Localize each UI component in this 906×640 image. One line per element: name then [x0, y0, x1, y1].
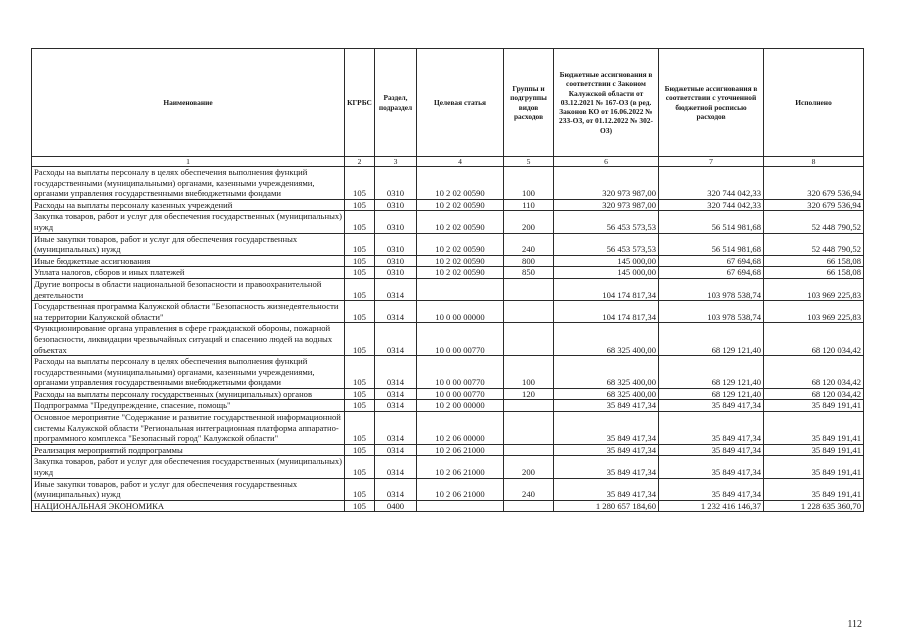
cell-name: Другие вопросы в области национальной безопасности и правоохранительной деятельности	[32, 278, 345, 300]
cell-name: Иные бюджетные ассигнования	[32, 255, 345, 267]
cell-law-allocation: 35 849 417,34	[554, 478, 659, 500]
cell-name: Уплата налогов, сборов и иных платежей	[32, 267, 345, 279]
cell-law-allocation: 68 325 400,00	[554, 356, 659, 389]
cell-refined-allocation: 67 694,68	[659, 255, 764, 267]
column-number: 2	[345, 157, 375, 167]
cell-executed: 68 120 034,42	[764, 356, 864, 389]
table-row	[32, 500, 864, 512]
table-body	[32, 167, 864, 512]
cell-target: 10 0 00 00770	[417, 388, 504, 400]
header-law-allocations: Бюджетные ассигнования в соответствии с Законом Калужской области от 03.12.2021 № 167-ОЗ (в ред. Законов КО от 16.06.2022 № 233-ОЗ, от 01.12.2022 № 302-ОЗ)	[554, 49, 659, 157]
cell-target: 10 2 02 00590	[417, 267, 504, 279]
cell-kgrbs: 105	[345, 388, 375, 400]
budget-table	[31, 48, 864, 512]
cell-law-allocation: 35 849 417,34	[554, 412, 659, 445]
cell-name: Функционирование органа управления в сфере гражданской обороны, пожарной безопасности, ликвидации чрезвычайных ситуаций и спасению людей на водных объектах	[32, 323, 345, 356]
cell-executed: 66 158,08	[764, 267, 864, 279]
cell-kgrbs: 105	[345, 478, 375, 500]
cell-executed: 320 679 536,94	[764, 167, 864, 200]
cell-section: 0310	[375, 267, 417, 279]
cell-executed: 35 849 191,41	[764, 444, 864, 456]
cell-kgrbs: 105	[345, 199, 375, 211]
column-number-row	[32, 157, 864, 167]
column-number: 7	[659, 157, 764, 167]
cell-law-allocation: 68 325 400,00	[554, 388, 659, 400]
column-number: 5	[504, 157, 554, 167]
cell-refined-allocation: 103 978 538,74	[659, 301, 764, 323]
column-number: 6	[554, 157, 659, 167]
cell-executed: 103 969 225,83	[764, 301, 864, 323]
cell-law-allocation: 145 000,00	[554, 255, 659, 267]
cell-expense-group: 110	[504, 199, 554, 211]
cell-name: Основное мероприятие "Содержание и развитие государственной информационной системы Калужской области "Региональная интеграционная платформа аппаратно-программного комплекса "Безопасный город" Калужской области"	[32, 412, 345, 445]
cell-name: Расходы на выплаты персоналу в целях обеспечения выполнения функций государственными (муниципальными) органами, казенными учреждениями, органами управления государственными внебюджетными фондами	[32, 356, 345, 389]
cell-target: 10 2 06 21000	[417, 456, 504, 478]
cell-law-allocation: 104 174 817,34	[554, 301, 659, 323]
cell-target: 10 0 00 00770	[417, 323, 504, 356]
table-row	[32, 211, 864, 233]
cell-expense-group	[504, 444, 554, 456]
cell-kgrbs: 105	[345, 278, 375, 300]
cell-section: 0314	[375, 278, 417, 300]
table-row	[32, 456, 864, 478]
cell-section: 0314	[375, 323, 417, 356]
cell-target	[417, 278, 504, 300]
cell-expense-group	[504, 500, 554, 512]
table-row	[32, 478, 864, 500]
cell-executed: 68 120 034,42	[764, 323, 864, 356]
cell-section: 0314	[375, 301, 417, 323]
cell-law-allocation: 35 849 417,34	[554, 456, 659, 478]
cell-law-allocation: 68 325 400,00	[554, 323, 659, 356]
cell-executed: 320 679 536,94	[764, 199, 864, 211]
cell-executed: 35 849 191,41	[764, 412, 864, 445]
cell-refined-allocation: 35 849 417,34	[659, 478, 764, 500]
table-row	[32, 444, 864, 456]
cell-name: Расходы на выплаты персоналу в целях обеспечения выполнения функций государственными (муниципальными) органами, казенными учреждениями, органами управления государственными внебюджетными фондами	[32, 167, 345, 200]
cell-name: Расходы на выплаты персоналу государственных (муниципальных) органов	[32, 388, 345, 400]
cell-section: 0400	[375, 500, 417, 512]
column-number: 1	[32, 157, 345, 167]
cell-expense-group	[504, 323, 554, 356]
cell-refined-allocation: 1 232 416 146,37	[659, 500, 764, 512]
cell-law-allocation: 1 280 657 184,60	[554, 500, 659, 512]
cell-executed: 52 448 790,52	[764, 233, 864, 255]
cell-kgrbs: 105	[345, 444, 375, 456]
cell-refined-allocation: 320 744 042,33	[659, 167, 764, 200]
header-executed: Исполнено	[764, 49, 864, 157]
cell-name: Закупка товаров, работ и услуг для обеспечения государственных (муниципальных) нужд	[32, 456, 345, 478]
cell-refined-allocation: 56 514 981,68	[659, 211, 764, 233]
table-row	[32, 267, 864, 279]
cell-kgrbs: 105	[345, 301, 375, 323]
cell-target: 10 0 00 00000	[417, 301, 504, 323]
cell-name: НАЦИОНАЛЬНАЯ ЭКОНОМИКА	[32, 500, 345, 512]
cell-executed: 35 849 191,41	[764, 456, 864, 478]
cell-expense-group: 800	[504, 255, 554, 267]
cell-executed: 103 969 225,83	[764, 278, 864, 300]
cell-target: 10 2 02 00590	[417, 211, 504, 233]
cell-kgrbs: 105	[345, 323, 375, 356]
cell-section: 0314	[375, 356, 417, 389]
table-header-row	[32, 49, 864, 157]
cell-executed: 35 849 191,41	[764, 400, 864, 412]
table-row	[32, 356, 864, 389]
cell-kgrbs: 105	[345, 255, 375, 267]
cell-law-allocation: 320 973 987,00	[554, 167, 659, 200]
cell-executed: 52 448 790,52	[764, 211, 864, 233]
cell-executed: 1 228 635 360,70	[764, 500, 864, 512]
cell-expense-group: 100	[504, 167, 554, 200]
table-row	[32, 167, 864, 200]
header-kgrbs: КГРБС	[345, 49, 375, 157]
cell-refined-allocation: 35 849 417,34	[659, 444, 764, 456]
cell-section: 0314	[375, 400, 417, 412]
table-row	[32, 323, 864, 356]
cell-name: Реализация мероприятий подпрограммы	[32, 444, 345, 456]
cell-refined-allocation: 68 129 121,40	[659, 388, 764, 400]
page-number: 112	[847, 619, 862, 630]
cell-section: 0314	[375, 456, 417, 478]
header-refined-allocations: Бюджетные ассигнования в соответствии с уточненной бюджетной росписью расходов	[659, 49, 764, 157]
cell-refined-allocation: 320 744 042,33	[659, 199, 764, 211]
cell-refined-allocation: 67 694,68	[659, 267, 764, 279]
cell-law-allocation: 56 453 573,53	[554, 233, 659, 255]
cell-section: 0310	[375, 211, 417, 233]
table-row	[32, 400, 864, 412]
cell-target: 10 2 02 00590	[417, 199, 504, 211]
cell-refined-allocation: 35 849 417,34	[659, 412, 764, 445]
cell-kgrbs: 105	[345, 211, 375, 233]
cell-section: 0310	[375, 167, 417, 200]
cell-refined-allocation: 103 978 538,74	[659, 278, 764, 300]
cell-expense-group: 850	[504, 267, 554, 279]
header-name: Наименование	[32, 49, 345, 157]
table-row	[32, 199, 864, 211]
cell-executed: 68 120 034,42	[764, 388, 864, 400]
cell-refined-allocation: 68 129 121,40	[659, 356, 764, 389]
table-row	[32, 301, 864, 323]
cell-expense-group: 200	[504, 456, 554, 478]
cell-expense-group: 100	[504, 356, 554, 389]
cell-target: 10 2 02 00590	[417, 167, 504, 200]
cell-target: 10 2 06 00000	[417, 412, 504, 445]
cell-refined-allocation: 68 129 121,40	[659, 323, 764, 356]
cell-target: 10 2 00 00000	[417, 400, 504, 412]
cell-law-allocation: 145 000,00	[554, 267, 659, 279]
column-number: 3	[375, 157, 417, 167]
table-row	[32, 233, 864, 255]
cell-name: Подпрограмма "Предупреждение, спасение, помощь"	[32, 400, 345, 412]
cell-refined-allocation: 35 849 417,34	[659, 400, 764, 412]
cell-kgrbs: 105	[345, 400, 375, 412]
cell-kgrbs: 105	[345, 500, 375, 512]
cell-law-allocation: 56 453 573,53	[554, 211, 659, 233]
table-row	[32, 412, 864, 445]
cell-law-allocation: 320 973 987,00	[554, 199, 659, 211]
cell-name: Закупка товаров, работ и услуг для обеспечения государственных (муниципальных) нужд	[32, 211, 345, 233]
header-expense-group: Группы и подгруппы видов расходов	[504, 49, 554, 157]
cell-target: 10 0 00 00770	[417, 356, 504, 389]
cell-target: 10 2 02 00590	[417, 233, 504, 255]
column-number: 8	[764, 157, 864, 167]
cell-target: 10 2 06 21000	[417, 478, 504, 500]
cell-expense-group: 200	[504, 211, 554, 233]
cell-refined-allocation: 35 849 417,34	[659, 456, 764, 478]
cell-expense-group	[504, 278, 554, 300]
cell-section: 0310	[375, 199, 417, 211]
cell-expense-group: 120	[504, 388, 554, 400]
cell-target: 10 2 06 21000	[417, 444, 504, 456]
cell-section: 0310	[375, 233, 417, 255]
cell-kgrbs: 105	[345, 412, 375, 445]
cell-kgrbs: 105	[345, 356, 375, 389]
cell-law-allocation: 35 849 417,34	[554, 444, 659, 456]
cell-executed: 35 849 191,41	[764, 478, 864, 500]
header-target: Целевая статья	[417, 49, 504, 157]
cell-target	[417, 500, 504, 512]
cell-refined-allocation: 56 514 981,68	[659, 233, 764, 255]
table-row	[32, 255, 864, 267]
cell-law-allocation: 104 174 817,34	[554, 278, 659, 300]
cell-name: Иные закупки товаров, работ и услуг для обеспечения государственных (муниципальных) нужд	[32, 233, 345, 255]
table-row	[32, 278, 864, 300]
cell-section: 0314	[375, 388, 417, 400]
cell-law-allocation: 35 849 417,34	[554, 400, 659, 412]
cell-name: Государственная программа Калужской области "Безопасность жизнедеятельности на территории Калужской области"	[32, 301, 345, 323]
cell-expense-group	[504, 400, 554, 412]
cell-section: 0314	[375, 444, 417, 456]
cell-expense-group: 240	[504, 233, 554, 255]
cell-executed: 66 158,08	[764, 255, 864, 267]
cell-expense-group	[504, 412, 554, 445]
cell-kgrbs: 105	[345, 233, 375, 255]
cell-name: Иные закупки товаров, работ и услуг для обеспечения государственных (муниципальных) нужд	[32, 478, 345, 500]
cell-kgrbs: 105	[345, 456, 375, 478]
cell-section: 0310	[375, 255, 417, 267]
cell-expense-group: 240	[504, 478, 554, 500]
cell-section: 0314	[375, 412, 417, 445]
cell-kgrbs: 105	[345, 167, 375, 200]
table-row	[32, 388, 864, 400]
cell-name: Расходы на выплаты персоналу казенных учреждений	[32, 199, 345, 211]
column-number: 4	[417, 157, 504, 167]
cell-expense-group	[504, 301, 554, 323]
cell-section: 0314	[375, 478, 417, 500]
cell-target: 10 2 02 00590	[417, 255, 504, 267]
header-section: Раздел, подраздел	[375, 49, 417, 157]
cell-kgrbs: 105	[345, 267, 375, 279]
